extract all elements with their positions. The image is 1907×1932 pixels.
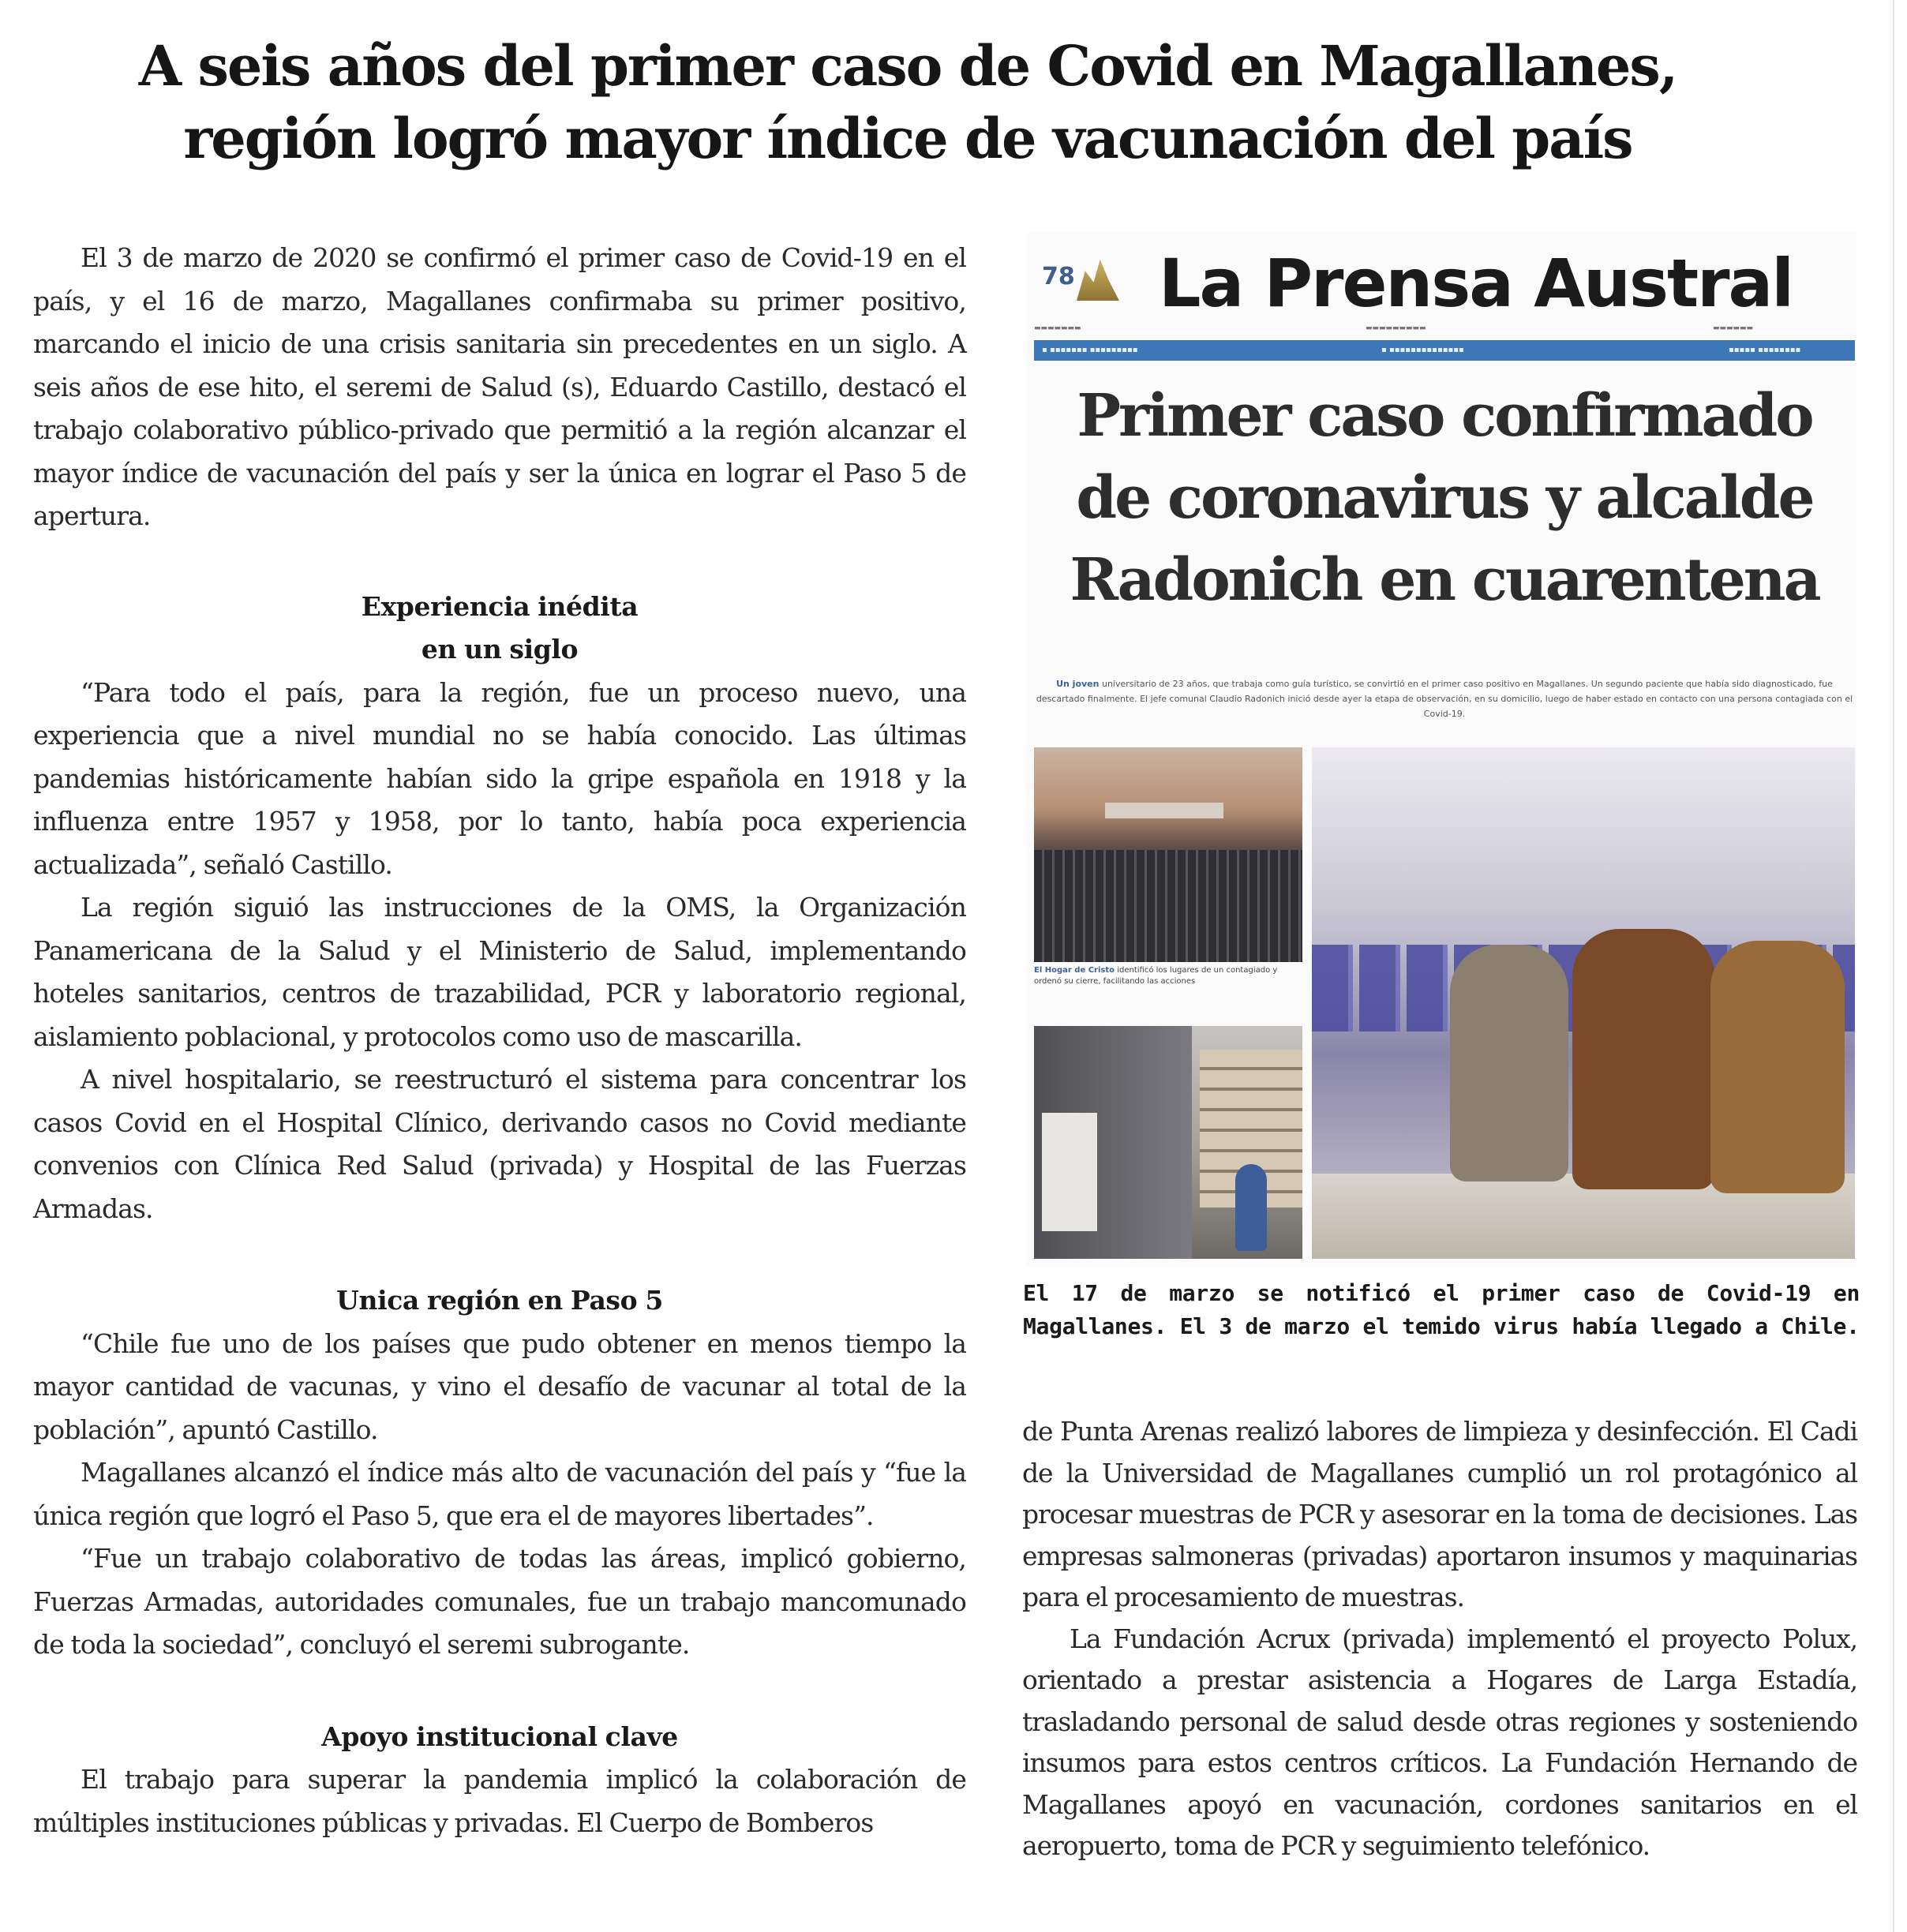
headline-line-1: A seis años del primer caso de Covid en Magallanes,: [138, 33, 1677, 99]
social-facebook-icon: ▪ ▪▪▪▪▪▪▪ ▪▪▪▪▪▪▪▪▪: [1042, 346, 1138, 354]
headline-line-2: región logró mayor índice de vacunación del país: [183, 106, 1632, 171]
masked-person: [1450, 945, 1568, 1181]
mountain-logo-icon: [1077, 255, 1119, 301]
paragraph: La Fundación Acrux (privada) implementó el proyecto Polux, orientado a prestar asistencia a Hogares de Larga Estadía, trasladando personal de salud desde otras regiones y sosteniendo insumos para estos centros críticos. La Fundación Hernando de Magallanes apoyó en vacunación, cordones sanitarios en el aeropuerto, toma de PCR y seguimiento telefónico.: [1022, 1623, 1857, 1861]
masthead-bar: [1034, 340, 1855, 361]
meta-center-rule: ▬▬▬▬▬▬▬▬▬: [1366, 324, 1426, 332]
building-sign: [1105, 803, 1223, 818]
street-notice: [1042, 1113, 1097, 1231]
left-column: [33, 237, 966, 1844]
paragraph: La región siguió las instrucciones de la OMS, la Organización Panamericana de la Salud y el Ministerio de Salud, implementando hoteles sanitarios, centros de trazabilidad, PCR y laboratorio regional, aislamiento poblacional, y protocolos como uso de mascarilla.: [33, 892, 966, 1052]
subhead-experiencia-line-1: Experiencia inédita: [361, 590, 639, 622]
meta-right-rule: ▬▬▬▬▬▬: [1713, 324, 1754, 332]
article-headline: [47, 30, 1768, 175]
meta-left-rule: ▬▬▬▬▬▬▬: [1034, 324, 1081, 332]
masthead: [1032, 239, 1853, 328]
intro-paragraph: El 3 de marzo de 2020 se confirmó el primer caso de Covid-19 en el país, y el 16 de marzo, Magallanes confirmaba su primer positivo, marcando el inicio de una crisis sanitaria sin precedentes en un siglo. A seis años de ese hito, el seremi de Salud (s), Eduardo Castillo, destacó el trabajo colaborativo público-privado que permitió a la región alcanzar el mayor índice de vacunación del país y ser la única en lograr el Paso 5 de apertura.: [33, 242, 966, 531]
subhead-apoyo: Apoyo institucional clave: [321, 1720, 678, 1752]
page-edge-rule: [1893, 0, 1894, 1932]
paragraph: A nivel hospitalario, se reestructuró el sistema para concentrar los casos Covid en el Hospital Clínico, derivando casos no Covid mediante convenios con Clínica Red Salud (privada) y Hospital de las Fuerzas Armadas.: [33, 1064, 966, 1224]
paragraph: Magallanes alcanzó el índice más alto de vacunación del país y “fue la única región que logró el Paso 5, que era el de mayores libertades”.: [33, 1457, 966, 1531]
building-wall: [1034, 747, 1302, 850]
paragraph: “Chile fue uno de los países que pudo obtener en menos tiempo la mayor cantidad de vacunas, y vino el desafío de vacunar al total de la población”, apuntó Castillo.: [33, 1327, 966, 1445]
front-headline-line-1: Primer caso confirmado: [1077, 382, 1812, 450]
website-icon: ▪ ▪▪▪▪▪▪▪▪▪▪▪▪▪▪: [1381, 346, 1464, 354]
right-column: [1022, 1411, 1857, 1867]
front-headline-line-3: Radonich en cuarentena: [1070, 546, 1819, 614]
front-headline-line-2: de coronavirus y alcalde: [1076, 464, 1813, 532]
waiting-room-window: [1312, 747, 1855, 913]
masked-person: [1710, 941, 1845, 1193]
masthead-title: La Prensa Austral: [1159, 245, 1793, 322]
photo-small-caption: [1034, 965, 1302, 987]
anniversary-number: 78: [1042, 263, 1075, 290]
photo-caption: El 17 de marzo se notificó el primer caso de Covid-19 en Magallanes. El 3 de marzo el temido virus había llegado a Chile.: [1023, 1280, 1860, 1339]
front-lead: [1036, 676, 1853, 721]
subhead-experiencia-line-2: en un siglo: [421, 634, 579, 665]
subhead-experiencia: [33, 586, 966, 672]
photo-note: identificó los lugares de un contagiado y ordenó su cierre, facilitando las acciones: [1034, 966, 1278, 986]
lead-kicker: Un joven: [1056, 679, 1100, 689]
subhead-paso-5: Unica región en Paso 5: [336, 1285, 663, 1316]
photo-street: [1034, 1026, 1302, 1259]
paragraph: “Para todo el país, para la región, fue un proceso nuevo, una experiencia que a nivel mundial no se había conocido. Las últimas pandemias históricamente habían sido la gripe española en 1918 y la influenza entre 1957 y 1958, por lo tanto, había poca experiencia actualizada”, señaló Castillo.: [33, 676, 966, 880]
masthead-meta: [1034, 324, 1855, 335]
paragraph: El trabajo para superar la pandemia implicó la colaboración de múltiples instituciones públicas y privadas. El Cuerpo de Bomberos: [33, 1764, 966, 1838]
street-person: [1235, 1164, 1267, 1251]
front-page-image: [1026, 233, 1856, 1267]
front-headline: [1042, 375, 1847, 621]
paragraph-continued: de Punta Arenas realizó labores de limpieza y desinfección. El Cadi de la Universidad de Magallanes cumplió un rol protagónico al procesar muestras de PCR y asesorar en la toma de decisiones. Las empresas salmoneras (privadas) aportaron insumos y maquinarias para el procesamiento de muestras.: [1022, 1416, 1857, 1612]
photo-kicker: El Hogar de Cristo: [1034, 966, 1115, 975]
masked-person: [1572, 929, 1714, 1189]
building-gate: [1034, 850, 1302, 962]
paragraph: “Fue un trabajo colaborativo de todas las áreas, implicó gobierno, Fuerzas Armadas, autoridades comunales, fue un trabajo mancomunado de toda la sociedad”, concluyó el seremi subrogante.: [33, 1543, 966, 1660]
social-twitter-icon: ▪▪▪▪▪ ▪▪▪▪▪▪▪▪: [1729, 346, 1801, 354]
photo-building: [1034, 747, 1302, 962]
photo-waiting-room: [1312, 747, 1855, 1259]
lead-text: universitario de 23 años, que trabaja como guía turístico, se convirtió en el primer caso positivo en Magallanes. Un segundo paciente que había sido diagnosticado, fue descartado finalmente. El jefe comunal Claudio Radonich inició desde ayer la etapa de observación, en su domicilio, luego de haber estado en contacto con una persona contagiada con el Covid-19.: [1036, 679, 1853, 719]
